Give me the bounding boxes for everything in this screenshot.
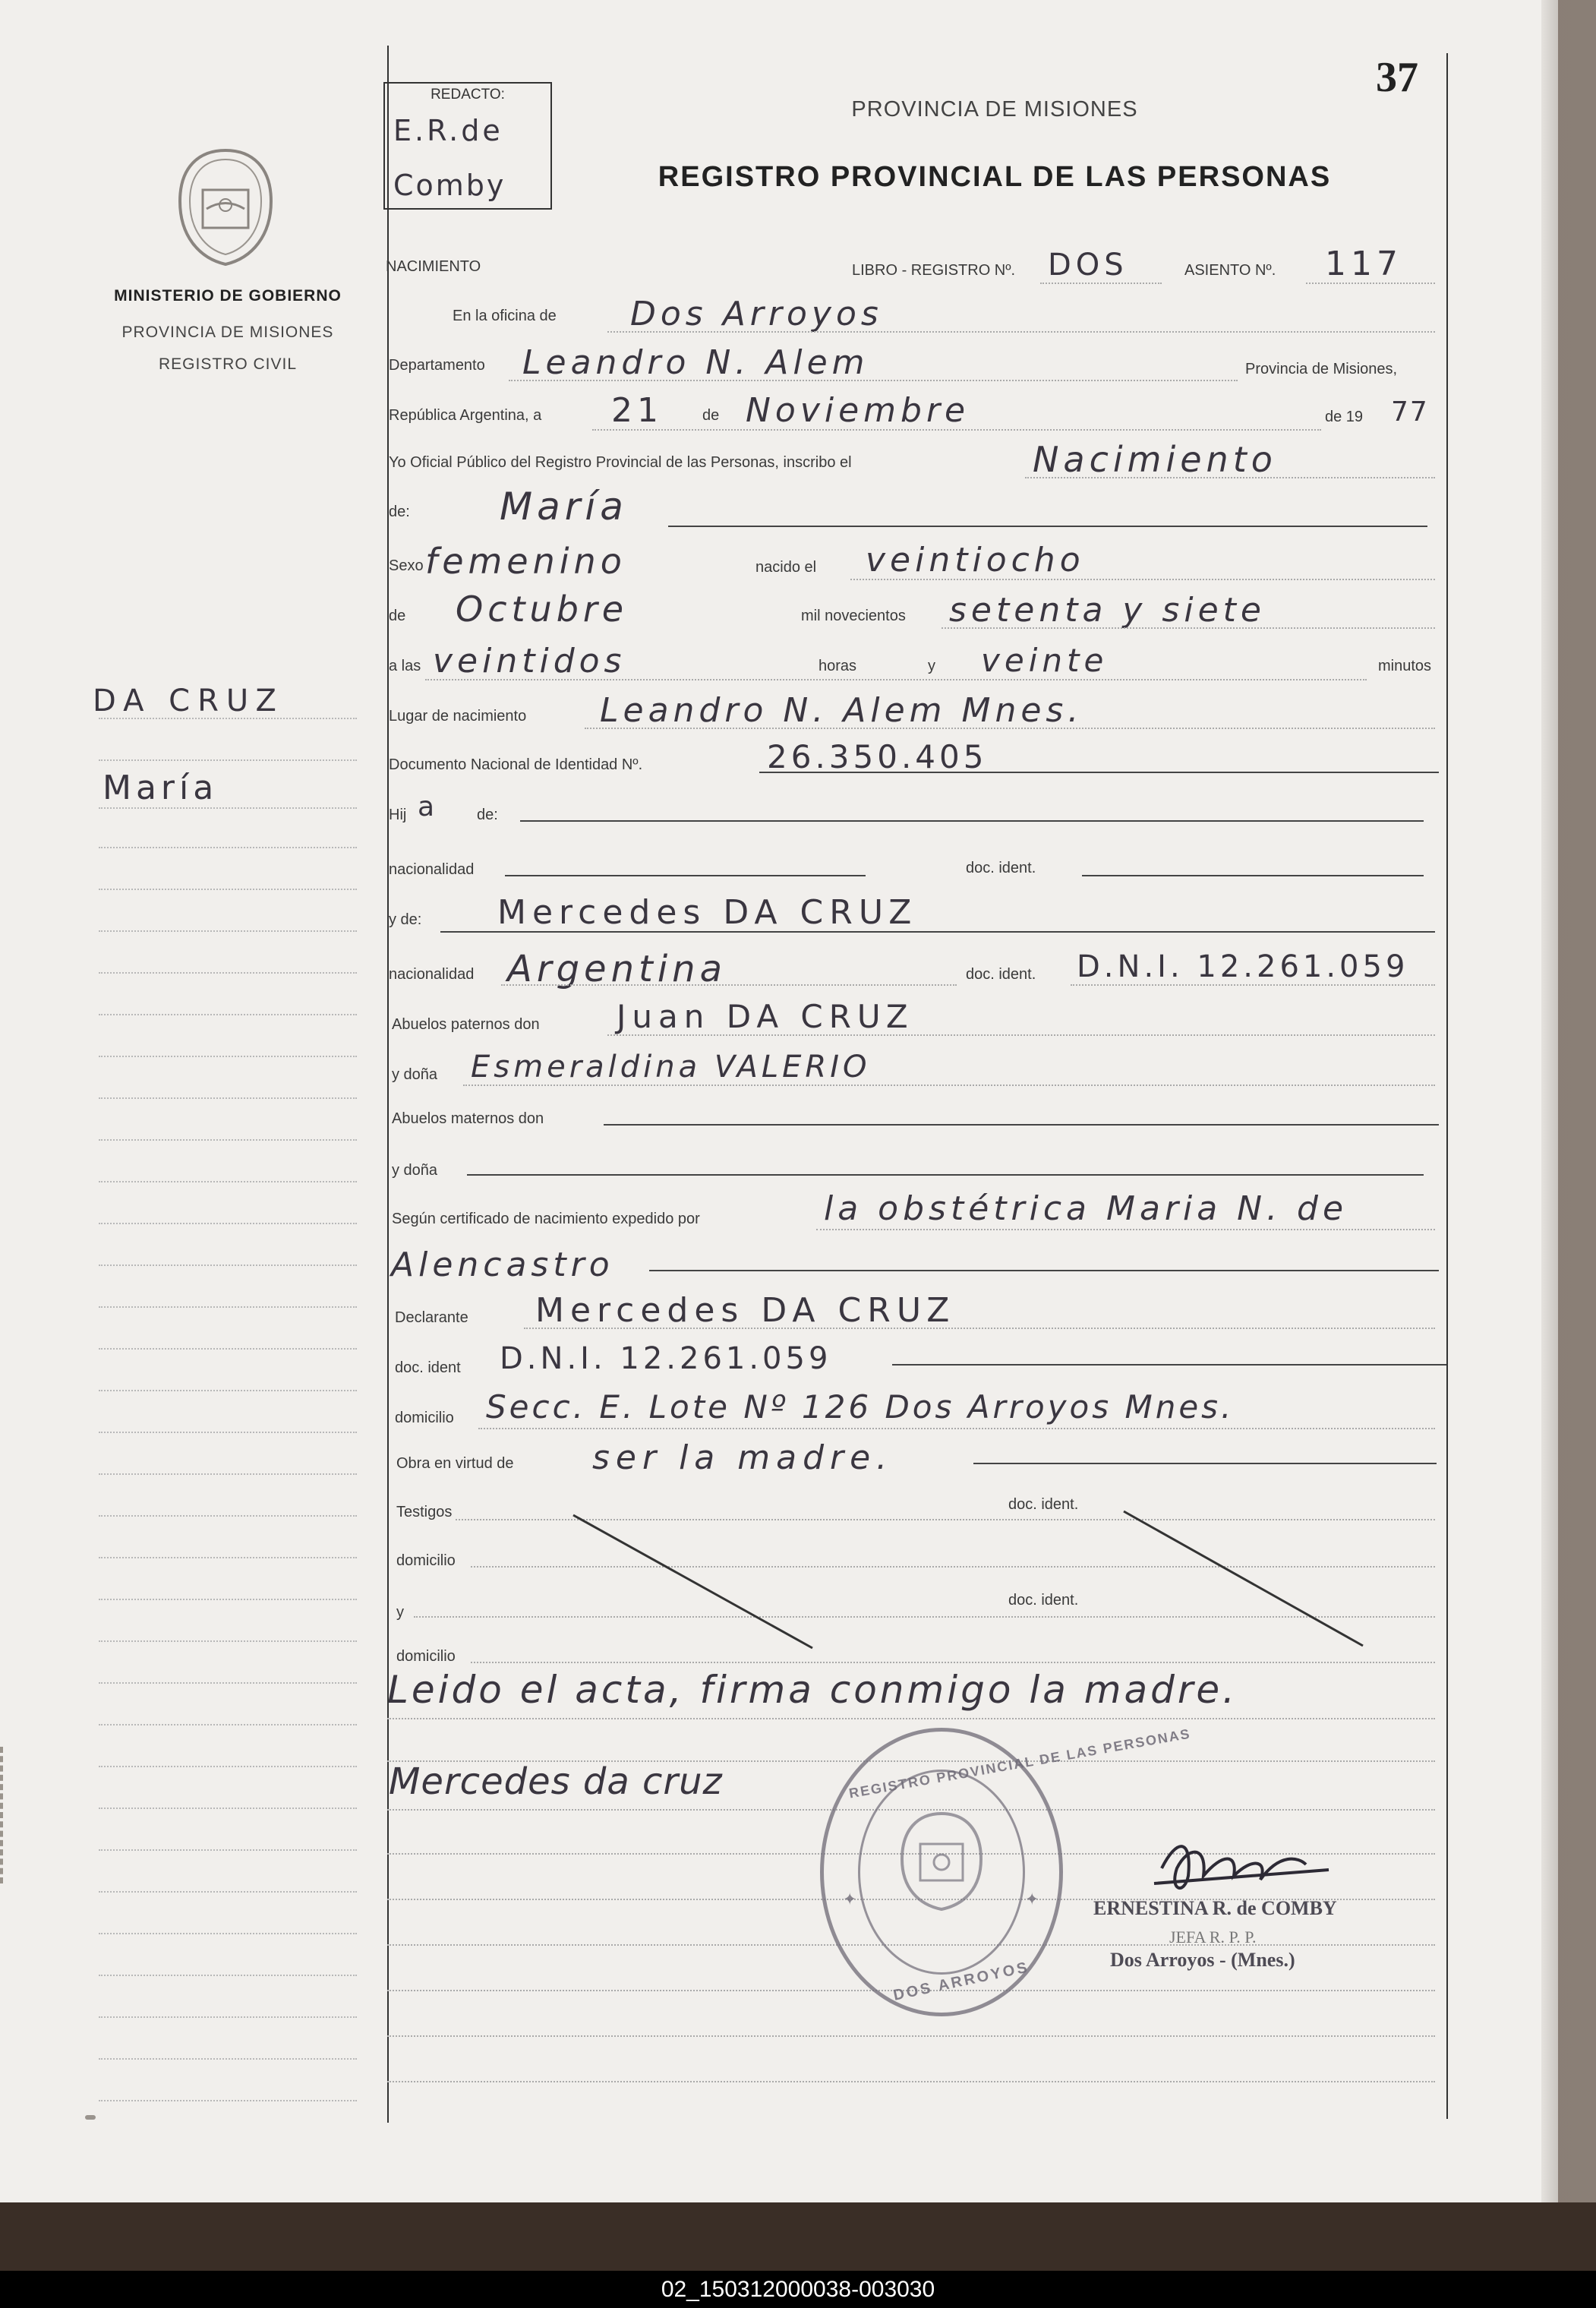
- certificado-value-1: la obstétrica Maria N. de: [824, 1189, 1348, 1228]
- nacionalidad-label-2: nacionalidad: [389, 966, 475, 983]
- departamento-value: Leandro N. Alem: [522, 343, 869, 382]
- closing-statement: Leido el acta, firma conmigo la madre.: [387, 1668, 1238, 1712]
- doc-ident-label-2: doc. ident.: [966, 966, 1036, 983]
- record-type-label: NACIMIENTO: [386, 258, 481, 275]
- date-day: 21: [611, 391, 663, 430]
- sexo-value: femenino: [425, 541, 626, 582]
- nacido-year-value: setenta y siete: [949, 591, 1266, 630]
- nacido-label: nacido el: [755, 559, 817, 576]
- mother-doc: D.N.I. 12.261.059: [1077, 949, 1409, 984]
- domicilio-value: Secc. E. Lote Nº 126 Dos Arroyos Mnes.: [486, 1388, 1235, 1426]
- abuela-paterna-value: Esmeraldina VALERIO: [471, 1050, 871, 1085]
- certificado-value-2: Alencastro: [391, 1246, 614, 1284]
- dni-label: Documento Nacional de Identidad Nº.: [389, 756, 643, 773]
- doc-ident-label-5: doc. ident.: [1008, 1592, 1079, 1609]
- certificado-label: Según certificado de nacimiento expedido por: [392, 1211, 700, 1227]
- minutos-value: veinte: [981, 642, 1109, 679]
- redacto-label: REDACTO:: [431, 87, 505, 103]
- mother-name: Mercedes DA CRUZ: [497, 893, 918, 932]
- domicilio-label-3: domicilio: [396, 1648, 456, 1665]
- child-name: María: [500, 485, 628, 529]
- ministry-name: MINISTERIO DE GOBIERNO: [114, 287, 342, 305]
- registry-seal-emblem-icon: [896, 1808, 987, 1914]
- year-suffix: 77: [1391, 396, 1429, 428]
- seal-star-icon: ✦: [843, 1890, 857, 1909]
- mother-nationality: Argentina: [507, 948, 727, 990]
- lugar-label: Lugar de nacimiento: [389, 708, 527, 725]
- asiento-label: ASIENTO Nº.: [1184, 262, 1276, 279]
- mil-novecientos-label: mil novecientos: [801, 608, 906, 624]
- a-las-label: a las: [389, 658, 421, 674]
- year-prefix: de 19: [1325, 409, 1364, 425]
- binding-background: [0, 2202, 1596, 2271]
- hora-value: veintidos: [433, 642, 626, 680]
- act-type-value: Nacimiento: [1033, 439, 1277, 480]
- page-edge: [1541, 0, 1558, 2202]
- declarante-doc: D.N.I. 12.261.059: [500, 1341, 832, 1376]
- declarante-label: Declarante: [395, 1309, 468, 1326]
- libro-label: LIBRO - REGISTRO Nº.: [852, 262, 1016, 279]
- de-month-label: de: [389, 608, 406, 624]
- de-label: de:: [389, 504, 410, 520]
- y-de-label: y de:: [389, 911, 422, 928]
- redacto-name: Comby: [393, 169, 506, 202]
- date-de-label: de: [702, 407, 720, 424]
- doc-ident-label-4: doc. ident.: [1008, 1496, 1079, 1513]
- province-title: PROVINCIA DE MISIONES: [851, 97, 1138, 122]
- right-frame-line: [1446, 53, 1448, 2119]
- provincia-suffix: Provincia de Misiones,: [1245, 361, 1398, 377]
- mother-signature: Mercedes da cruz: [389, 1760, 723, 1803]
- folio-number: 37: [1376, 54, 1418, 101]
- domicilio-label-2: domicilio: [396, 1552, 456, 1569]
- doc-ident-label-1: doc. ident.: [966, 860, 1036, 876]
- departamento-label: Departamento: [389, 357, 485, 374]
- ministry-emblem-icon: [169, 144, 282, 270]
- seal-star-icon: ✦: [1025, 1890, 1039, 1909]
- official-title: JEFA R. P. P.: [1169, 1928, 1257, 1946]
- dni-value: 26.350.405: [767, 738, 988, 775]
- hijo-de-label: de:: [477, 807, 498, 823]
- sexo-label: Sexo: [389, 557, 424, 574]
- nacionalidad-label-1: nacionalidad: [389, 861, 475, 878]
- testigos-label: Testigos: [396, 1504, 453, 1520]
- official-name: ERNESTINA R. de COMBY: [1093, 1897, 1337, 1919]
- obra-label: Obra en virtud de: [396, 1455, 514, 1472]
- seal-office-text: DOS ARROYOS: [891, 1959, 1031, 2004]
- doc-ident-label-3: doc. ident: [395, 1359, 461, 1376]
- hijo-label: Hij: [389, 807, 407, 823]
- registry-title: REGISTRO PROVINCIAL DE LAS PERSONAS: [658, 161, 1332, 193]
- obra-value: ser la madre.: [592, 1438, 894, 1477]
- lugar-value: Leandro N. Alem Mnes.: [600, 691, 1083, 730]
- oficina-value: Dos Arroyos: [630, 295, 883, 333]
- minutos-label: minutos: [1378, 658, 1432, 674]
- seal-registry-text: REGISTRO PROVINCIAL DE LAS PERSONAS: [847, 1725, 1192, 1801]
- abuelo-paterno-value: Juan DA CRUZ: [617, 998, 914, 1035]
- oficina-label: En la oficina de: [453, 308, 557, 324]
- asiento-value: 117: [1325, 245, 1402, 283]
- ministry-province: PROVINCIA DE MISIONES: [121, 324, 334, 341]
- binding-stitch: [0, 1747, 11, 1883]
- image-id-caption: 02_150312000038-003030: [0, 2271, 1596, 2308]
- margin-surname: DA CRUZ: [93, 684, 284, 718]
- hijo-suffix: a: [418, 791, 440, 822]
- y-label-testigo: y: [396, 1604, 404, 1621]
- domicilio-label-1: domicilio: [395, 1410, 454, 1426]
- void-strike-lines: [562, 1500, 1382, 1652]
- declarante-value: Mercedes DA CRUZ: [535, 1291, 956, 1330]
- horas-label: horas: [819, 658, 857, 674]
- y-dona-label-2: y doña: [392, 1162, 438, 1179]
- redacto-initials: E.R.de: [393, 114, 503, 147]
- y-dona-label-1: y doña: [392, 1066, 438, 1083]
- libro-value: DOS: [1048, 248, 1128, 283]
- nacido-day-value: veintiocho: [866, 541, 1085, 579]
- official-signature: [1147, 1823, 1344, 1906]
- nacido-month-value: Octubre: [456, 589, 629, 630]
- date-month: Noviembre: [746, 391, 970, 430]
- margin-given-name: María: [103, 769, 219, 807]
- oficial-statement: Yo Oficial Público del Registro Provincial de las Personas, inscribo el: [389, 454, 852, 471]
- y-label: y: [928, 658, 935, 674]
- republica-label: República Argentina, a: [389, 407, 542, 424]
- margin-mark: [85, 2115, 96, 2120]
- official-office: Dos Arroyos - (Mnes.): [1110, 1949, 1295, 1971]
- abuelos-maternos-label: Abuelos maternos don: [392, 1110, 544, 1127]
- ministry-registry: REGISTRO CIVIL: [158, 355, 298, 373]
- abuelos-paternos-label: Abuelos paternos don: [392, 1016, 540, 1033]
